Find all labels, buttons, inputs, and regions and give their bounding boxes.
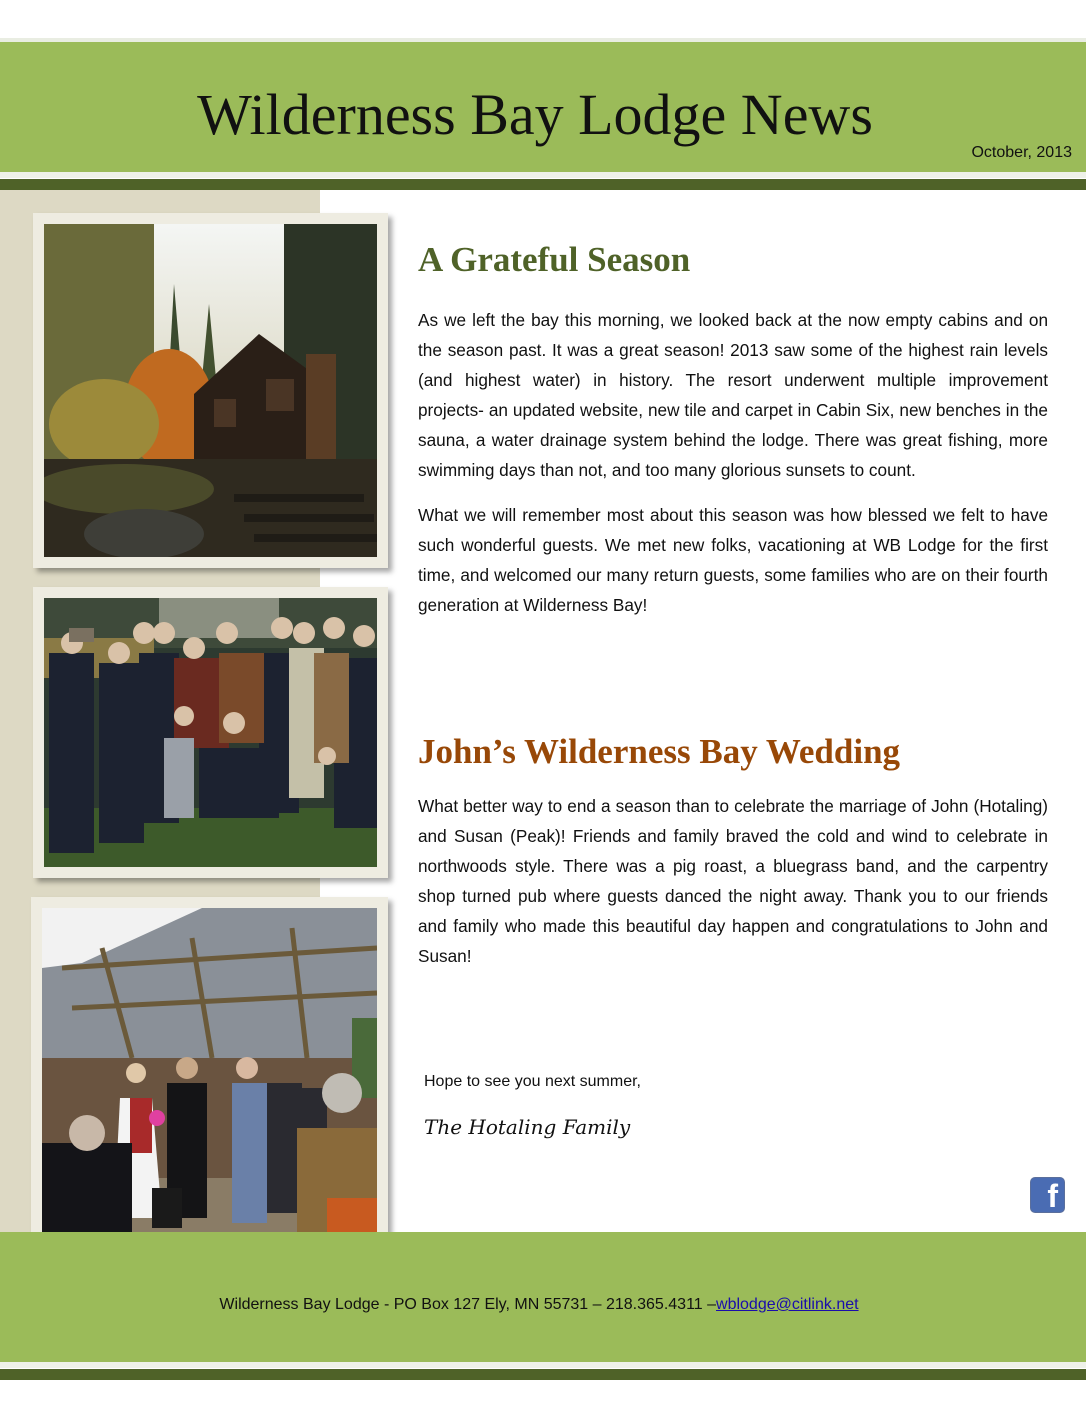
facebook-glyph: f (1047, 1178, 1058, 1214)
article-title: A Grateful Season (418, 240, 691, 279)
contact-info (0, 1296, 1078, 1314)
signature: The Hotaling Family (424, 1115, 631, 1139)
sign-off-text: Hope to see you next summer, (424, 1073, 641, 1090)
article-paragraph: What we will remember most about this season was how blessed we felt to have such wonderful guests. We met new folks, vacationing at WB Lodge for the first time, and welcomed our many return guests, some families who are on their fourth generation at Wilderness Bay! (418, 505, 1048, 616)
footer-divider-dark (0, 1369, 1086, 1380)
header-divider-light (0, 172, 1086, 178)
header-divider-dark (0, 179, 1086, 190)
newsletter-footer (0, 1232, 1086, 1362)
article-wedding (418, 724, 1048, 971)
log-cabin-autumn-photo (44, 224, 377, 557)
photo-frame-ceremony (31, 897, 388, 1253)
footer-divider-light (0, 1362, 1086, 1368)
photo-frame-cabin (33, 213, 388, 568)
article-paragraph: As we left the bay this morning, we looked back at the now empty cabins and on the season past. It was a great season! 2013 saw some of the highest rain levels (and highest water) in history. The resort underwent multiple improvement projects- an updated website, new tile and carpet in Cabin Six, new benches in the sauna, a water drainage system behind the lodge. There was great fishing, more swimming days than not, and too many glorious sunsets to count. (418, 310, 1048, 480)
facebook-icon[interactable] (1030, 1177, 1065, 1213)
article-paragraph: What better way to end a season than to celebrate the marriage of John (Hotaling) and Susan (Peak)! Friends and family braved the cold and wind to celebrate in northwoods style. There was a pig roast, a bluegrass band, and the carpentry shop turned pub where guests danced the night away. Thank you to our friends and family who made this beautiful day happen and congratulations to John and Susan! (418, 796, 1048, 966)
email-link[interactable]: wblodge@citlink.net (716, 1296, 859, 1313)
newsletter-content (418, 232, 1048, 972)
newsletter-header (0, 42, 1086, 172)
newsletter-title: Wilderness Bay Lodge News (197, 82, 873, 147)
article-grateful-season (418, 232, 1048, 621)
address-text: Wilderness Bay Lodge - PO Box 127 Ely, MN 55731 – 218.365.4311 – (219, 1296, 717, 1313)
wedding-ceremony-photo (42, 908, 377, 1242)
article-title: John’s Wilderness Bay Wedding (418, 732, 901, 772)
issue-date: October, 2013 (971, 144, 1072, 161)
wedding-group-photo (44, 598, 377, 867)
top-margin (0, 0, 1086, 40)
photo-frame-group (33, 587, 388, 878)
